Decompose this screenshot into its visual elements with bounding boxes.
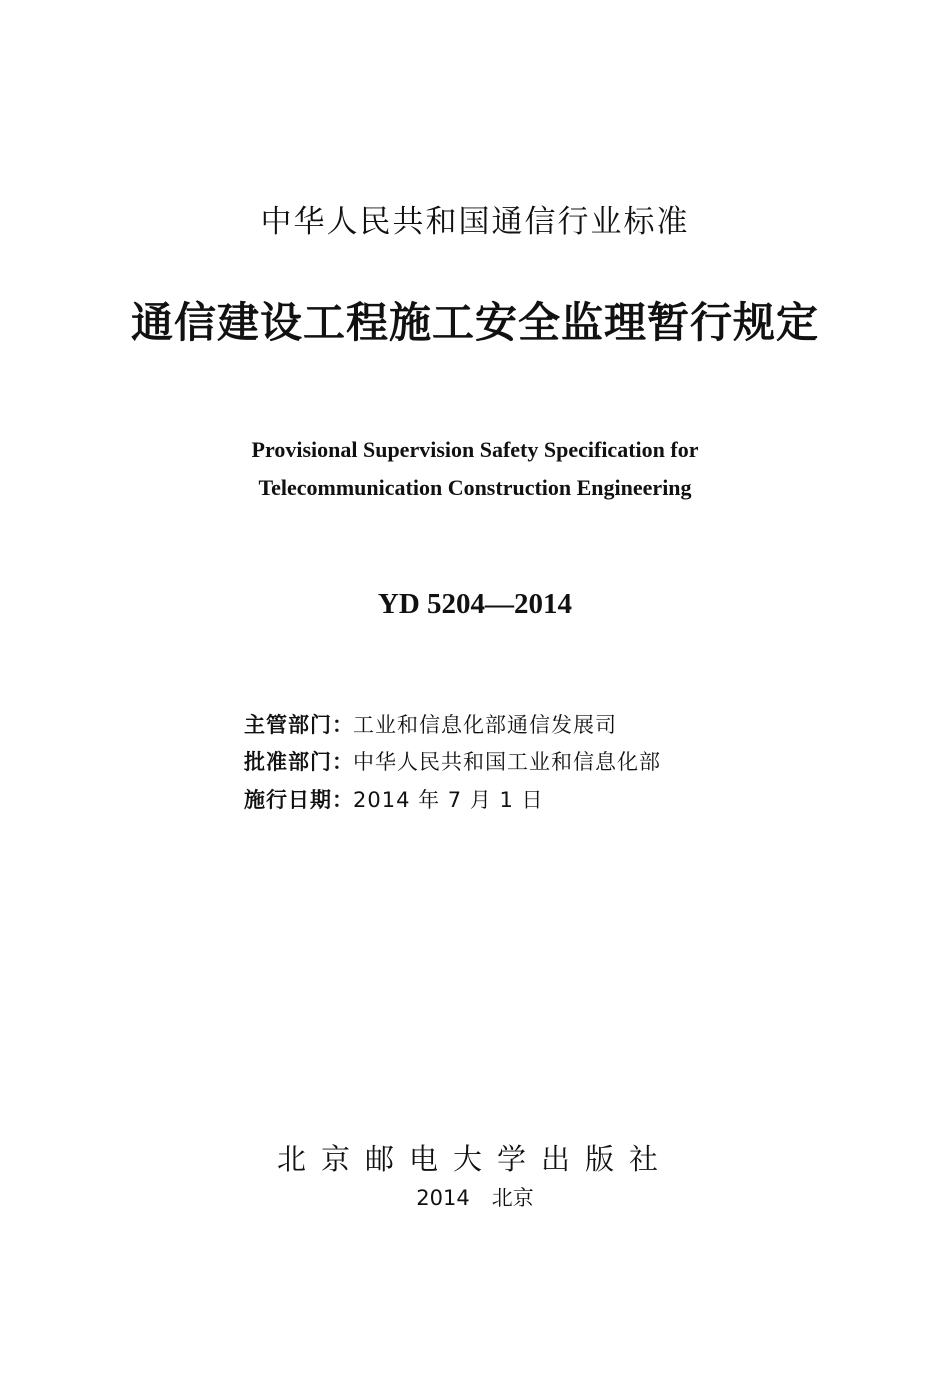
meta-separator: ： — [332, 788, 353, 812]
standard-series-title: 中华人民共和国通信行业标准 — [260, 204, 690, 240]
meta-label: 施行日期 — [244, 788, 332, 812]
meta-value: 2014 年 7 月 1 日 — [353, 788, 544, 812]
publication-year-city — [0, 1182, 950, 1212]
standard-code: YD 5204—2014 — [377, 588, 573, 620]
document-title-english-line-1: Provisional Supervision Safety Specification for — [251, 437, 699, 462]
meta-separator: ： — [332, 713, 353, 737]
publication-year: 2014 — [416, 1186, 470, 1210]
meta-row-competent-department — [244, 709, 617, 739]
publication-city: 北京 — [491, 1186, 534, 1210]
meta-label: 主管部门 — [244, 713, 332, 737]
meta-row-effective-date — [244, 784, 544, 814]
meta-value: 中华人民共和国工业和信息化部 — [353, 750, 661, 774]
meta-separator: ： — [332, 750, 353, 774]
meta-label: 批准部门 — [244, 750, 332, 774]
meta-value: 工业和信息化部通信发展司 — [353, 713, 617, 737]
document-title-english-line-2: Telecommunication Construction Engineering — [258, 475, 692, 500]
publisher-name: 北京邮电大学出版社 — [276, 1142, 673, 1176]
document-title-chinese: 通信建设工程施工安全监理暂行规定 — [130, 298, 819, 347]
meta-row-approving-department — [244, 746, 661, 776]
